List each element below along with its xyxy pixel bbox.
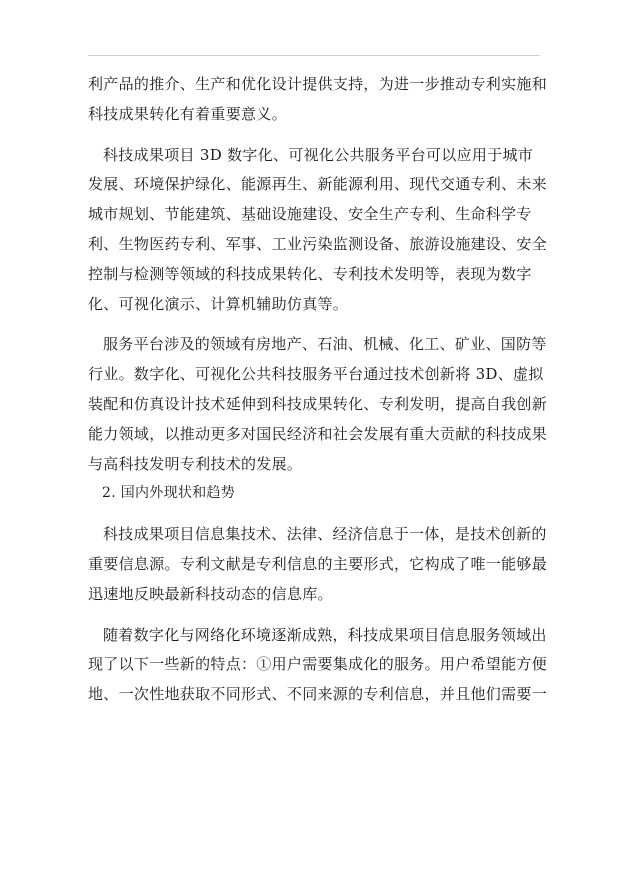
paragraph-service-platform: 服务平台涉及的领域有房地产、石油、机械、化工、矿业、国防等行业。数字化、可视化公共科技服务平台通过技术创新将 3D、虚拟装配和仿真设计技术延伸到科技成果转化、专利发明，提高自我创新能力领域，以推动更多对国民经济和社会发展有重大贡献的科技成果与高科技发明专利技术的发展。 bbox=[88, 335, 548, 473]
header-rule bbox=[88, 55, 540, 56]
paragraph-application-areas: 科技成果项目 3D 数字化、可视化公共服务平台可以应用于城市发展、环境保护绿化、能源再生、新能源利用、现代交通专利、未来城市规划、节能建筑、基础设施建设、安全生产专利、生命科学专利、生物医药专利、军事、工业污染监测设备、旅游设施建设、安全控制与检测等领域的科技成果转化、专利技术发明等，表现为数字化、可视化演示、计算机辅助仿真等。 bbox=[88, 145, 548, 313]
paragraph-patent-information: 科技成果项目信息集技术、法律、经济信息于一体，是技术创新的重要信息源。专利文献是专利信息的主要形式，它构成了唯一能够最迅速地反映最新科技动态的信息库。 bbox=[88, 525, 548, 603]
paragraph-continuation: 利产品的推介、生产和优化设计提供支持，为进一步推动专利实施和科技成果转化有着重要意义。 bbox=[88, 75, 548, 123]
paragraph-new-features: 随着数字化与网络化环境逐渐成熟，科技成果项目信息服务领域出现了以下一些新的特点：①用户需要集成化的服务。用户希望能方便地、一次性地获取不同形式、不同来源的专利信息，并且他们需要一 bbox=[88, 625, 548, 704]
document-body bbox=[88, 70, 548, 710]
section-heading: 2. 国内外现状和趋势 bbox=[102, 485, 236, 502]
